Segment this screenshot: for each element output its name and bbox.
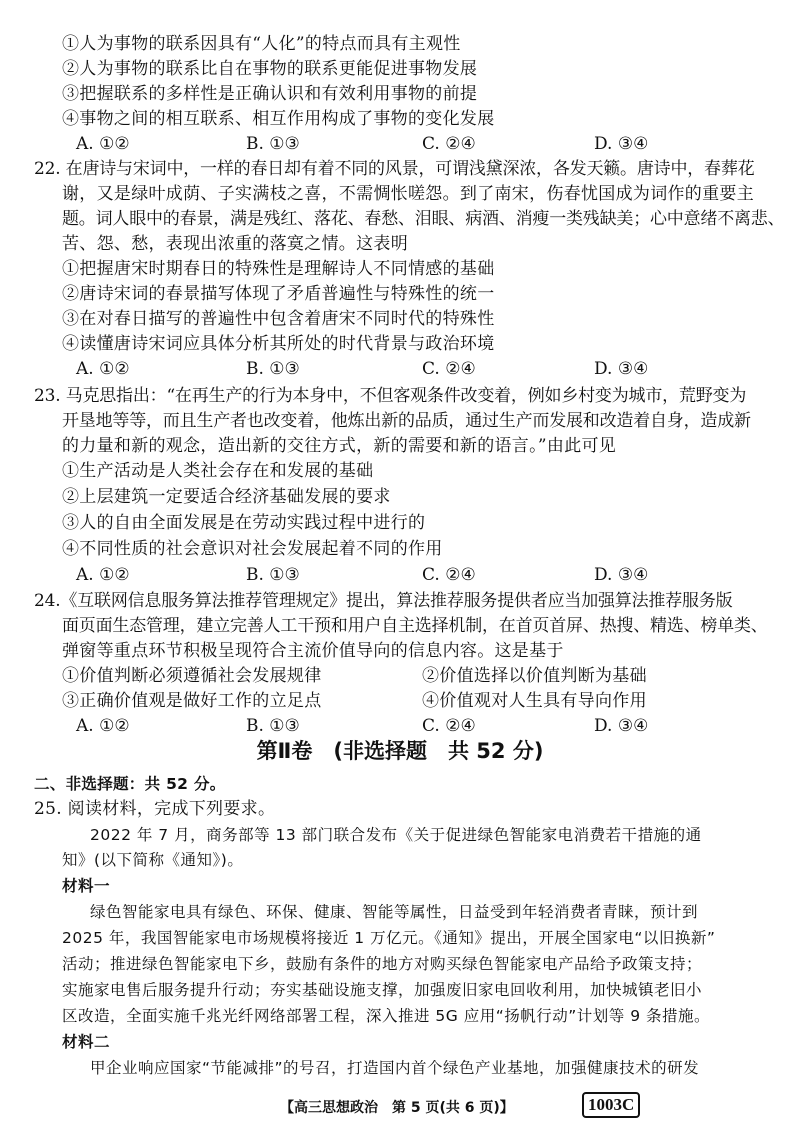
exam-code: 1003C [582, 1092, 640, 1118]
q23-option-a: A. ①② [76, 565, 130, 585]
q25-intro-line-1: 2022 年 7 月，商务部等 13 部门联合发布《关于促进绿色智能家电消费若干措施的通 [90, 826, 702, 844]
q22-option-a: A. ①② [76, 359, 130, 379]
q21-option-c: C. ②④ [422, 134, 476, 154]
q23-item-4: ④不同性质的社会意识对社会发展起着不同的作用 [62, 539, 443, 559]
q21-option-d: D. ③④ [594, 134, 649, 154]
q21-item-4: ④事物之间的相互联系、相互作用构成了事物的变化发展 [62, 109, 495, 129]
page-footer: 【高三思想政治 第 5 页(共 6 页)】 [280, 1100, 514, 1116]
q22-option-c: C. ②④ [422, 359, 476, 379]
q23-option-c: C. ②④ [422, 565, 476, 585]
q22-option-d: D. ③④ [594, 359, 649, 379]
q22-item-2: ②唐诗宋词的春景描写体现了矛盾普遍性与特殊性的统一 [62, 284, 495, 304]
material-1-line-2: 2025 年，我国智能家电市场规模将接近 1 万亿元。《通知》提出，开展全国家电“以旧换新” [62, 929, 716, 947]
q25-stem: 25. 阅读材料，完成下列要求。 [34, 799, 276, 819]
q23-option-b: B. ①③ [246, 565, 300, 585]
q24-stem-line-2: 面页面生态管理，建立完善人工干预和用户自主选择机制，在首页首屏、热搜、精选、榜单类、 [62, 616, 768, 636]
q24-item-3: ③正确价值观是做好工作的立足点 [62, 691, 322, 711]
part-label: 二、非选择题：共 52 分。 [34, 775, 226, 793]
q21-item-3: ③把握联系的多样性是正确认识和有效利用事物的前提 [62, 84, 478, 104]
q22-stem-line-2: 谢，又是绿叶成荫、子实满枝之喜，不需惆怅嗟怨。到了南宋，伤春忧国成为词作的重要主 [62, 184, 754, 204]
q23-stem-line-1: 23. 马克思指出：“在再生产的行为本身中，不但客观条件改变着，例如乡村变为城市，荒野变为 [34, 386, 747, 406]
q25-intro-line-2: 知》(以下简称《通知》)。 [62, 851, 244, 869]
q21-item-2: ②人为事物的联系比自在事物的联系更能促进事物发展 [62, 59, 478, 79]
q22-stem-line-4: 苦、怨、愁，表现出浓重的落寞之情。这表明 [62, 234, 408, 254]
q21-option-b: B. ①③ [246, 134, 300, 154]
q22-option-b: B. ①③ [246, 359, 300, 379]
material-1-line-3: 活动；推进绿色智能家电下乡，鼓励有条件的地方对购买绿色智能家电产品给予政策支持； [62, 955, 703, 973]
q24-option-d: D. ③④ [594, 716, 649, 736]
material-2-line-1: 甲企业响应国家“节能减排”的号召，打造国内首个绿色产业基地，加强健康技术的研发 [90, 1059, 700, 1077]
q22-stem-line-1: 22. 在唐诗与宋词中，一样的春日却有着不同的风景，可谓浅黛深浓，各发天籁。唐诗中，春葬花 [34, 159, 755, 179]
q24-item-1: ①价值判断必须遵循社会发展规律 [62, 666, 322, 686]
material-2-label: 材料二 [62, 1033, 111, 1051]
q22-item-4: ④读懂唐诗宋词应具体分析其所处的时代背景与政治环境 [62, 334, 495, 354]
q23-item-1: ①生产活动是人类社会存在和发展的基础 [62, 461, 374, 481]
section-title: 第Ⅱ卷 (非选择题 共 52 分) [256, 739, 544, 763]
q21-item-1: ①人为事物的联系因具有“人化”的特点而具有主观性 [62, 34, 461, 54]
material-1-line-5: 区改造，全面实施千兆光纤网络部署工程，深入推进 5G 应用“扬帆行动”计划等 9 条措施。 [62, 1007, 711, 1025]
q23-item-2: ②上层建筑一定要适合经济基础发展的要求 [62, 487, 391, 507]
q24-option-b: B. ①③ [246, 716, 300, 736]
material-1-line-4: 实施家电售后服务提升行动；夯实基础设施支撑，加强废旧家电回收利用，加快城镇老旧小 [62, 981, 703, 999]
q24-stem-line-3: 弹窗等重点环节积极呈现符合主流价值导向的信息内容。这是基于 [62, 641, 564, 661]
q22-item-1: ①把握唐宋时期春日的特殊性是理解诗人不同情感的基础 [62, 259, 495, 279]
q23-option-d: D. ③④ [594, 565, 649, 585]
q23-stem-line-3: 的力量和新的观念，造出新的交往方式，新的需要和新的语言。”由此可见 [62, 436, 617, 456]
material-1-label: 材料一 [62, 877, 111, 895]
q24-item-2: ②价值选择以价值判断为基础 [422, 666, 647, 686]
q23-stem-line-2: 开垦地等等，而且生产者也改变着，他炼出新的品质，通过生产而发展和改造着自身，造成新 [62, 411, 751, 431]
q24-option-a: A. ①② [76, 716, 130, 736]
q22-stem-line-3: 题。词人眼中的春景，满是残红、落花、春愁、泪眼、病酒、消瘦一类残缺美；心中意绪不离悲、 [62, 209, 785, 229]
q21-option-a: A. ①② [76, 134, 130, 154]
q24-item-4: ④价值观对人生具有导向作用 [422, 691, 647, 711]
q23-item-3: ③人的自由全面发展是在劳动实践过程中进行的 [62, 513, 426, 533]
q24-option-c: C. ②④ [422, 716, 476, 736]
material-1-line-1: 绿色智能家电具有绿色、环保、健康、智能等属性，日益受到年轻消费者青睐，预计到 [90, 903, 699, 921]
q24-stem-line-1: 24.《互联网信息服务算法推荐管理规定》提出，算法推荐服务提供者应当加强算法推荐服务版 [34, 591, 733, 611]
q22-item-3: ③在对春日描写的普遍性中包含着唐宋不同时代的特殊性 [62, 309, 495, 329]
